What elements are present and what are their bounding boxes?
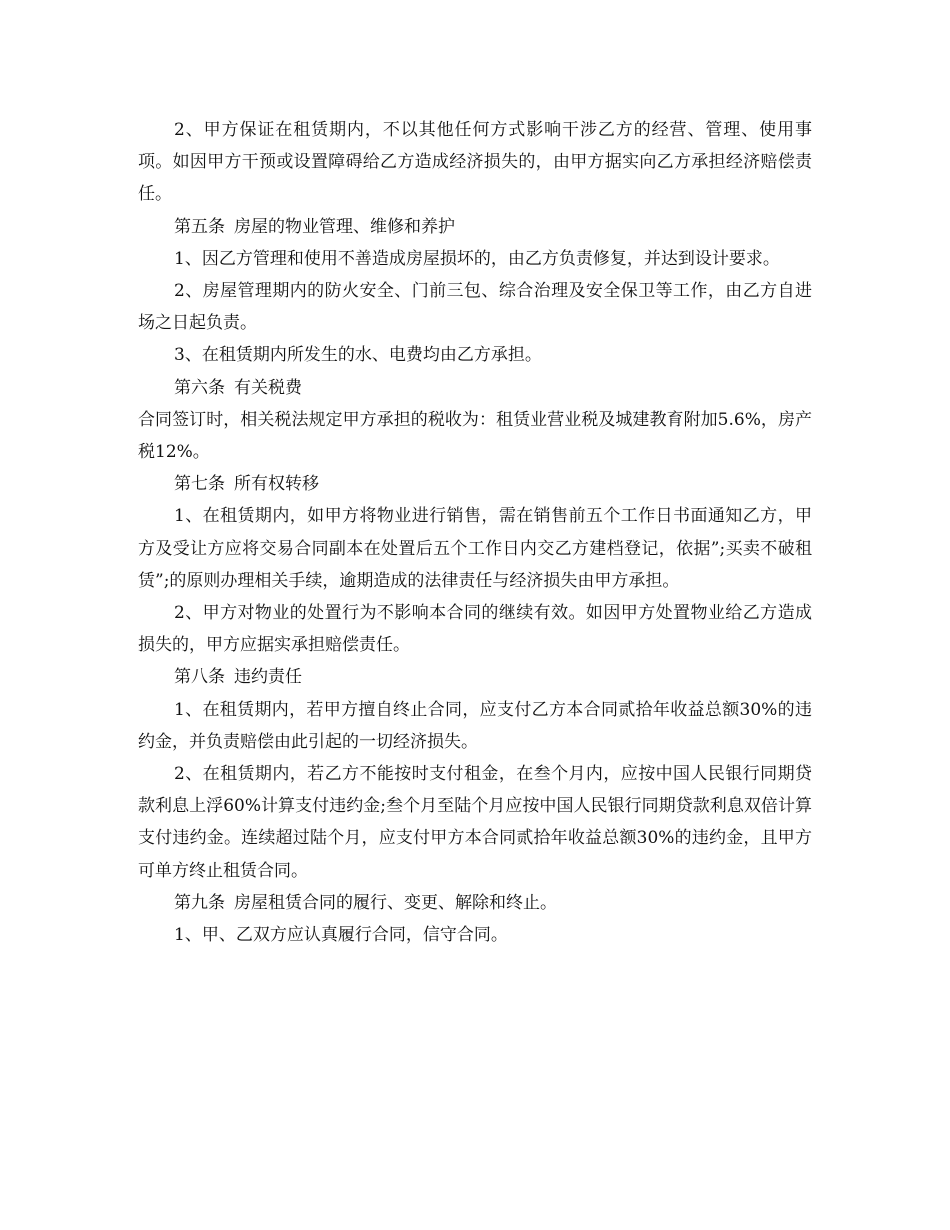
paragraph-4-2: 2、甲方保证在租赁期内，不以其他任何方式影响干涉乙方的经营、管理、使用事项。如因甲方干预或设置障碍给乙方造成经济损失的，由甲方据实向乙方承担经济赔偿责任。 (138, 120, 812, 205)
paragraph-5-3: 3、在租赁期内所发生的水、电费均由乙方承担。 (174, 345, 542, 366)
paragraph-5-1: 1、因乙方管理和使用不善造成房屋损坏的，由乙方负责修复，并达到设计要求。 (174, 248, 780, 269)
paragraph-6-1: 合同签订时，相关税法规定甲方承担的税收为：租赁业营业税及城建教育附加5.6%，房产税12%。 (138, 409, 812, 463)
article-8-number: 第八条 (174, 667, 225, 688)
paragraph-8-2: 2、在租赁期内，若乙方不能按时支付租金，在叁个月内，应按中国人民银行同期贷款利息上浮60%计算支付违约金;叁个月至陆个月应按中国人民银行同期贷款利息双倍计算支付违约金。连续超过陆个月，应支付甲方本合同贰拾年收益总额30%的违约金，且甲方可单方终止租赁合同。 (138, 764, 812, 881)
article-9-title: 房屋租赁合同的履行、变更、解除和终止。 (234, 892, 557, 913)
paragraph-8-1: 1、在租赁期内，若甲方擅自终止合同，应支付乙方本合同贰拾年收益总额30%的违约金，并负责赔偿由此引起的一切经济损失。 (138, 699, 812, 752)
article-6-number: 第六条 (174, 377, 225, 398)
article-9-number: 第九条 (174, 892, 225, 913)
article-7-number: 第七条 (174, 474, 225, 495)
article-6-title: 有关税费 (234, 377, 302, 398)
article-9-heading (138, 887, 812, 919)
paragraph-7-1: 1、在租赁期内，如甲方将物业进行销售，需在销售前五个工作日书面通知乙方，甲方及受让方应将交易合同副本在处置后五个工作日内交乙方建档登记，依据”;买卖不破租赁”;的原则办理相关手续，逾期造成的法律责任与经济损失由甲方承担。 (138, 506, 812, 591)
article-6-heading (138, 372, 812, 404)
article-5-number: 第五条 (174, 216, 225, 237)
article-7-heading (138, 468, 812, 500)
article-5-heading (138, 211, 812, 243)
article-8-title: 违约责任 (234, 667, 302, 688)
document-page (138, 114, 812, 951)
paragraph-9-1: 1、甲、乙双方应认真履行合同，信守合同。 (174, 925, 508, 946)
article-5-title: 房屋的物业管理、维修和养护 (234, 216, 455, 237)
paragraph-7-2: 2、甲方对物业的处置行为不影响本合同的继续有效。如因甲方处置物业给乙方造成损失的，甲方应据实承担赔偿责任。 (138, 603, 812, 656)
article-8-heading (138, 661, 812, 693)
paragraph-5-2: 2、房屋管理期内的防火安全、门前三包、综合治理及安全保卫等工作，由乙方自进场之日起负责。 (138, 281, 812, 334)
article-7-title: 所有权转移 (234, 474, 319, 495)
